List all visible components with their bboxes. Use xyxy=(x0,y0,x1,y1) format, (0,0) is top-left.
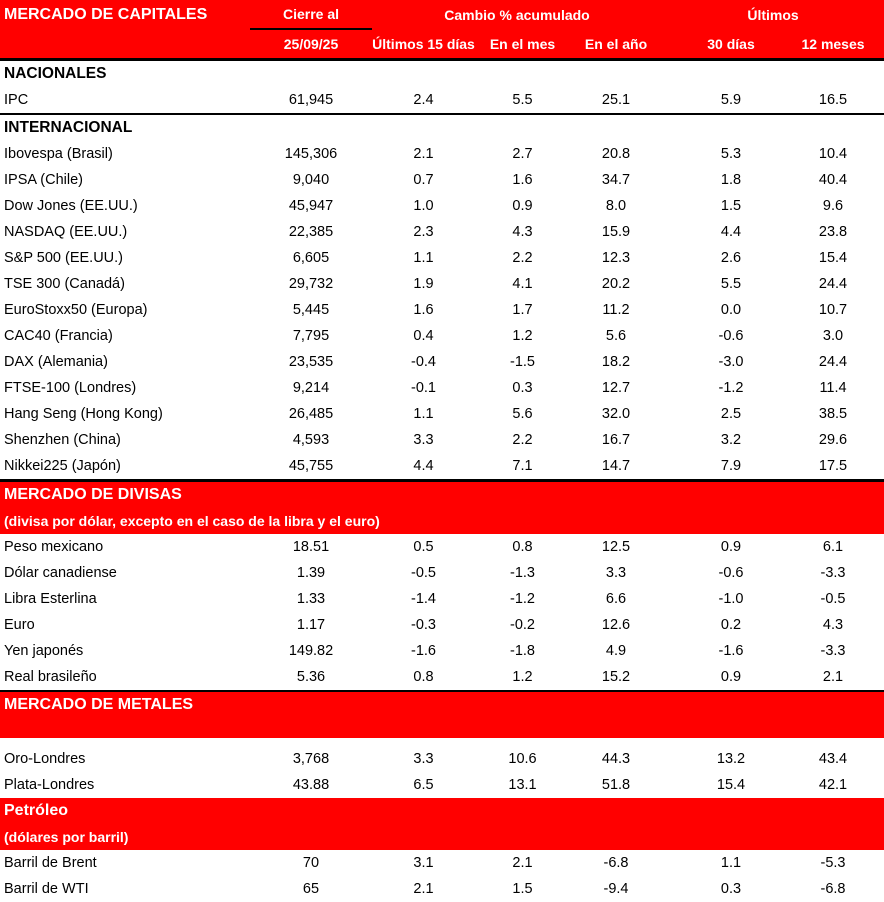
row-label: NASDAQ (EE.UU.) xyxy=(0,219,250,245)
cell-value: 9.6 xyxy=(800,193,884,219)
cell-value: 24.4 xyxy=(800,271,884,297)
table-row xyxy=(0,638,884,664)
row-label: Libra Esterlina xyxy=(0,586,250,612)
band-label: (divisa por dólar, excepto en el caso de la libra y el euro) xyxy=(4,508,884,534)
cell-value: 16.7 xyxy=(570,427,662,453)
table-body xyxy=(0,60,884,902)
section-row xyxy=(0,114,884,141)
cell-value: -3.3 xyxy=(800,560,884,586)
cell-value: -0.5 xyxy=(372,560,475,586)
row-label: IPSA (Chile) xyxy=(0,167,250,193)
table-row xyxy=(0,297,884,323)
cell-value: 3.3 xyxy=(570,560,662,586)
cell-value: 20.8 xyxy=(570,141,662,167)
section-band-cell xyxy=(0,798,884,850)
cell-value: 18.51 xyxy=(250,534,372,560)
cell-value: 1.6 xyxy=(475,167,570,193)
band-label: Petróleo xyxy=(4,798,884,824)
cell-value: -0.4 xyxy=(372,349,475,375)
row-label: Dólar canadiense xyxy=(0,560,250,586)
cell-value: 17.5 xyxy=(800,453,884,481)
cell-value: 7,795 xyxy=(250,323,372,349)
row-label: Oro-Londres xyxy=(0,746,250,772)
cell-value: 2.4 xyxy=(372,87,475,114)
cell-value: 4.4 xyxy=(662,219,800,245)
section-label: INTERNACIONAL xyxy=(0,114,884,141)
cell-value: 7.9 xyxy=(662,453,800,481)
cell-value: 4.1 xyxy=(475,271,570,297)
section-band-cell xyxy=(0,481,884,535)
table-row xyxy=(0,167,884,193)
cell-value: 0.9 xyxy=(662,664,800,691)
cell-value: 1.39 xyxy=(250,560,372,586)
cell-value: 2.2 xyxy=(475,245,570,271)
cell-value: 14.7 xyxy=(570,453,662,481)
cell-value: 15.2 xyxy=(570,664,662,691)
column-group-last: Últimos xyxy=(662,0,884,29)
column-header-month: En el mes xyxy=(475,29,570,60)
cell-value: 42.1 xyxy=(800,772,884,798)
cell-value: 1.1 xyxy=(662,850,800,876)
spacer-row xyxy=(0,738,884,746)
row-label: EuroStoxx50 (Europa) xyxy=(0,297,250,323)
cell-value: 10.7 xyxy=(800,297,884,323)
table-row xyxy=(0,850,884,876)
cell-value: -0.3 xyxy=(372,612,475,638)
table-row xyxy=(0,586,884,612)
cell-value: 29.6 xyxy=(800,427,884,453)
cell-value: 1.17 xyxy=(250,612,372,638)
cell-value: 15.4 xyxy=(662,772,800,798)
cell-value: 29,732 xyxy=(250,271,372,297)
cell-value: 0.9 xyxy=(662,534,800,560)
cell-value: 0.8 xyxy=(475,534,570,560)
cell-value: 6.6 xyxy=(570,586,662,612)
cell-value: -0.6 xyxy=(662,323,800,349)
cell-value: 24.4 xyxy=(800,349,884,375)
cell-value: 6,605 xyxy=(250,245,372,271)
section-band xyxy=(0,481,884,535)
row-label: FTSE-100 (Londres) xyxy=(0,375,250,401)
cell-value: 11.2 xyxy=(570,297,662,323)
section-row xyxy=(0,60,884,88)
cell-value: 1.7 xyxy=(475,297,570,323)
table-row xyxy=(0,245,884,271)
cell-value: 13.1 xyxy=(475,772,570,798)
column-header-close: Cierre al xyxy=(250,0,372,29)
cell-value: 45,755 xyxy=(250,453,372,481)
cell-value: 20.2 xyxy=(570,271,662,297)
cell-value: 25.1 xyxy=(570,87,662,114)
table-row xyxy=(0,612,884,638)
cell-value: 65 xyxy=(250,876,372,902)
section-band xyxy=(0,798,884,850)
cell-value: -1.4 xyxy=(372,586,475,612)
cell-value: -9.4 xyxy=(570,876,662,902)
cell-value: 4.3 xyxy=(475,219,570,245)
table-row xyxy=(0,401,884,427)
cell-value: 23.8 xyxy=(800,219,884,245)
cell-value: 70 xyxy=(250,850,372,876)
cell-value: 3.3 xyxy=(372,746,475,772)
row-label: Plata-Londres xyxy=(0,772,250,798)
cell-value: 1.6 xyxy=(372,297,475,323)
cell-value: -1.2 xyxy=(662,375,800,401)
row-label: Dow Jones (EE.UU.) xyxy=(0,193,250,219)
cell-value: 2.1 xyxy=(800,664,884,691)
cell-value: -1.8 xyxy=(475,638,570,664)
cell-value: 1.0 xyxy=(372,193,475,219)
row-label: Barril de Brent xyxy=(0,850,250,876)
cell-value: 11.4 xyxy=(800,375,884,401)
row-label: CAC40 (Francia) xyxy=(0,323,250,349)
cell-value: -1.3 xyxy=(475,560,570,586)
band-label: MERCADO DE METALES xyxy=(4,692,884,718)
cell-value: 6.5 xyxy=(372,772,475,798)
row-label: Euro xyxy=(0,612,250,638)
table-row xyxy=(0,375,884,401)
cell-value: 2.3 xyxy=(372,219,475,245)
cell-value: 9,040 xyxy=(250,167,372,193)
row-label: IPC xyxy=(0,87,250,114)
cell-value: 12.6 xyxy=(570,612,662,638)
cell-value: -0.2 xyxy=(475,612,570,638)
cell-value: 12.5 xyxy=(570,534,662,560)
cell-value: -3.0 xyxy=(662,349,800,375)
cell-value: 5.5 xyxy=(662,271,800,297)
cell-value: 2.7 xyxy=(475,141,570,167)
table-row xyxy=(0,219,884,245)
column-header-15d: Últimos 15 días xyxy=(372,29,475,60)
cell-value: 1.2 xyxy=(475,323,570,349)
cell-value: 1.8 xyxy=(662,167,800,193)
cell-value: -1.5 xyxy=(475,349,570,375)
row-label: S&P 500 (EE.UU.) xyxy=(0,245,250,271)
cell-value: -6.8 xyxy=(570,850,662,876)
cell-value: 2.5 xyxy=(662,401,800,427)
cell-value: 0.3 xyxy=(662,876,800,902)
cell-value: 12.7 xyxy=(570,375,662,401)
cell-value: 0.8 xyxy=(372,664,475,691)
band-label: MERCADO DE DIVISAS xyxy=(4,482,884,508)
cell-value: 40.4 xyxy=(800,167,884,193)
header-row-groups xyxy=(0,0,884,29)
cell-value: 0.3 xyxy=(475,375,570,401)
table-row xyxy=(0,427,884,453)
cell-value: 5,445 xyxy=(250,297,372,323)
cell-value: -5.3 xyxy=(800,850,884,876)
row-label: Hang Seng (Hong Kong) xyxy=(0,401,250,427)
table-row xyxy=(0,271,884,297)
cell-value: 22,385 xyxy=(250,219,372,245)
row-label: DAX (Alemania) xyxy=(0,349,250,375)
table-row xyxy=(0,87,884,114)
cell-value: 23,535 xyxy=(250,349,372,375)
column-header-30d: 30 días xyxy=(662,29,800,60)
cell-value: 5.6 xyxy=(570,323,662,349)
cell-value: 5.5 xyxy=(475,87,570,114)
cell-value: 12.3 xyxy=(570,245,662,271)
cell-value: 0.0 xyxy=(662,297,800,323)
cell-value: -1.0 xyxy=(662,586,800,612)
header-row-columns xyxy=(0,29,884,60)
band-label: (dólares por barril) xyxy=(4,824,884,850)
table-row xyxy=(0,560,884,586)
header-spacer-cell xyxy=(0,29,250,60)
table-row xyxy=(0,772,884,798)
cell-value: 3.1 xyxy=(372,850,475,876)
table-row xyxy=(0,323,884,349)
cell-value: 1.1 xyxy=(372,245,475,271)
cell-value: 10.4 xyxy=(800,141,884,167)
cell-value: 0.7 xyxy=(372,167,475,193)
cell-value: 7.1 xyxy=(475,453,570,481)
cell-value: 0.9 xyxy=(475,193,570,219)
cell-value: 145,306 xyxy=(250,141,372,167)
cell-value: 3,768 xyxy=(250,746,372,772)
table-header xyxy=(0,0,884,60)
cell-value: 1.5 xyxy=(475,876,570,902)
cell-value: -3.3 xyxy=(800,638,884,664)
cell-value: 26,485 xyxy=(250,401,372,427)
table-row xyxy=(0,534,884,560)
row-label: TSE 300 (Canadá) xyxy=(0,271,250,297)
cell-value: 34.7 xyxy=(570,167,662,193)
cell-value: -6.8 xyxy=(800,876,884,902)
cell-value: 4,593 xyxy=(250,427,372,453)
cell-value: 2.1 xyxy=(475,850,570,876)
page-title: MERCADO DE CAPITALES xyxy=(0,0,250,29)
cell-value: 43.88 xyxy=(250,772,372,798)
cell-value: 149.82 xyxy=(250,638,372,664)
cell-value: 3.0 xyxy=(800,323,884,349)
table-row xyxy=(0,349,884,375)
table-row xyxy=(0,664,884,691)
row-label: Nikkei225 (Japón) xyxy=(0,453,250,481)
column-group-change: Cambio % acumulado xyxy=(372,0,662,29)
cell-value: -1.6 xyxy=(662,638,800,664)
row-label: Ibovespa (Brasil) xyxy=(0,141,250,167)
cell-value: 4.4 xyxy=(372,453,475,481)
cell-value: 38.5 xyxy=(800,401,884,427)
row-label: Shenzhen (China) xyxy=(0,427,250,453)
cell-value: 13.2 xyxy=(662,746,800,772)
cell-value: 0.4 xyxy=(372,323,475,349)
column-header-date: 25/09/25 xyxy=(250,29,372,60)
cell-value: 5.6 xyxy=(475,401,570,427)
table-row xyxy=(0,876,884,902)
cell-value: 2.2 xyxy=(475,427,570,453)
cell-value: -0.5 xyxy=(800,586,884,612)
cell-value: 15.9 xyxy=(570,219,662,245)
spacer-cell xyxy=(0,738,884,746)
cell-value: 2.1 xyxy=(372,141,475,167)
cell-value: 10.6 xyxy=(475,746,570,772)
cell-value: 0.5 xyxy=(372,534,475,560)
row-label: Barril de WTI xyxy=(0,876,250,902)
cell-value: 16.5 xyxy=(800,87,884,114)
cell-value: 3.2 xyxy=(662,427,800,453)
cell-value: 18.2 xyxy=(570,349,662,375)
table-row xyxy=(0,453,884,481)
cell-value: -0.1 xyxy=(372,375,475,401)
column-header-12m: 12 meses xyxy=(800,29,884,60)
cell-value: 3.3 xyxy=(372,427,475,453)
cell-value: -0.6 xyxy=(662,560,800,586)
cell-value: 2.6 xyxy=(662,245,800,271)
cell-value: 1.9 xyxy=(372,271,475,297)
cell-value: -1.2 xyxy=(475,586,570,612)
table-row xyxy=(0,193,884,219)
cell-value: 43.4 xyxy=(800,746,884,772)
row-label: Peso mexicano xyxy=(0,534,250,560)
cell-value: 51.8 xyxy=(570,772,662,798)
section-band xyxy=(0,691,884,738)
cell-value: 32.0 xyxy=(570,401,662,427)
cell-value: 45,947 xyxy=(250,193,372,219)
cell-value: 1.33 xyxy=(250,586,372,612)
cell-value: 61,945 xyxy=(250,87,372,114)
cell-value: 5.3 xyxy=(662,141,800,167)
cell-value: 5.36 xyxy=(250,664,372,691)
cell-value: 6.1 xyxy=(800,534,884,560)
cell-value: 4.3 xyxy=(800,612,884,638)
cell-value: 8.0 xyxy=(570,193,662,219)
table-row xyxy=(0,141,884,167)
cell-value: 2.1 xyxy=(372,876,475,902)
section-label: NACIONALES xyxy=(0,60,884,88)
cell-value: 1.5 xyxy=(662,193,800,219)
cell-value: -1.6 xyxy=(372,638,475,664)
table-row xyxy=(0,746,884,772)
column-header-year: En el año xyxy=(570,29,662,60)
cell-value: 5.9 xyxy=(662,87,800,114)
row-label: Real brasileño xyxy=(0,664,250,691)
row-label: Yen japonés xyxy=(0,638,250,664)
cell-value: 15.4 xyxy=(800,245,884,271)
cell-value: 4.9 xyxy=(570,638,662,664)
cell-value: 0.2 xyxy=(662,612,800,638)
cell-value: 9,214 xyxy=(250,375,372,401)
cell-value: 1.1 xyxy=(372,401,475,427)
cell-value: 44.3 xyxy=(570,746,662,772)
cell-value: 1.2 xyxy=(475,664,570,691)
section-band-cell xyxy=(0,691,884,738)
